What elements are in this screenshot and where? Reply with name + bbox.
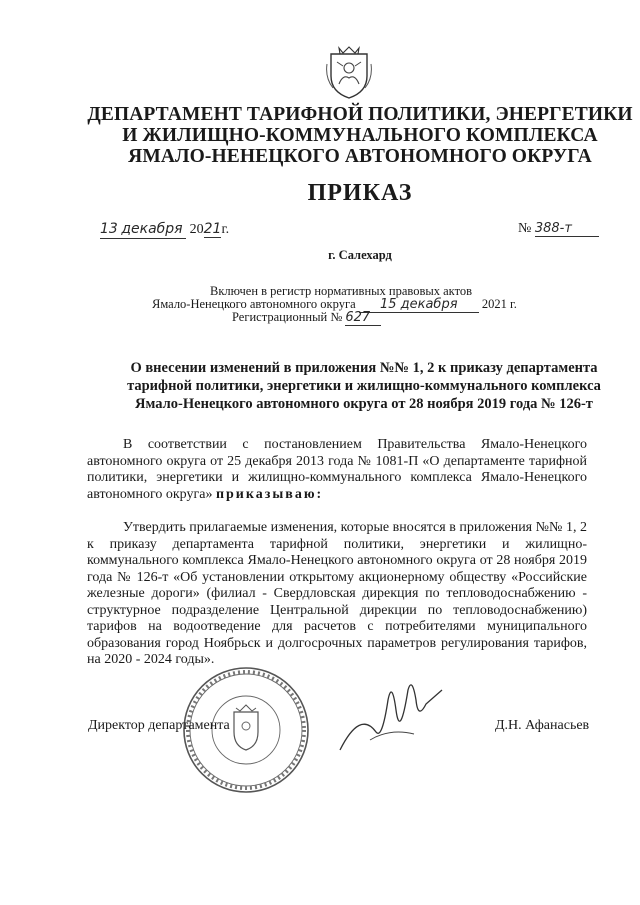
date-month: декабря [121, 221, 183, 237]
subject-line1: О внесении изменений в приложения №№ 1, 2 к приказу департамента [130, 360, 598, 376]
number-label: № [518, 221, 532, 236]
registry-year: 2021 г. [481, 297, 517, 311]
preamble-paragraph [87, 437, 587, 503]
order-paragraph: Утвердить прилагаемые изменения, которые вносятся в приложения №№ 1, 2 к приказу департамента тарифной политики, энергетики и жилищно-коммунального комплекса Ямало-Ненецкого автономного округа от 28 ноября 2019 года № 126-т «Об установлении открытому акционерному обществу «Российские железные дороги» (филиал - Свердловская дирекция по тепловодоснабжению - структурное подразделение Центральной дирекции по тепловодоснабжению) тарифов на водоотведение для расчетов с потребителями муниципального образования город Ноябрьск и долгосрочных параметров регулирования тарифов, на 2020 - 2024 годы». [87, 520, 587, 667]
preamble-text: В соответствии с постановлением Правительства Ямало-Ненецкого автономного округа от 25 декабря 2013 года № 1081-П «О департаменте тарифной политики, энергетики и жилищно-коммунального комплекса Ямало-Ненецкого автономного округа» [87, 437, 587, 502]
coat-of-arms-icon [325, 44, 373, 100]
registry-region: Ямало-Ненецкого автономного округа [152, 297, 356, 311]
registry-line3 [232, 310, 381, 326]
order-date [100, 221, 229, 239]
subject-line3: Ямало-Ненецкого автономного округа от 28 ноября 2019 года № 126-т [135, 396, 593, 412]
department-name-line1: ДЕПАРТАМЕНТ ТАРИФНОЙ ПОЛИТИКИ, ЭНЕРГЕТИКИ [87, 104, 633, 125]
department-name-line2: И ЖИЛИЩНО-КОММУНАЛЬНОГО КОМПЛЕКСА [122, 125, 598, 146]
date-year-unit: г. [221, 222, 230, 237]
signatory-position: Директор департамента [88, 718, 230, 733]
registry-date: 15 декабря [359, 297, 479, 313]
document-title: ПРИКАЗ [307, 180, 413, 206]
order-number [518, 221, 599, 237]
date-year-suffix: 21 [203, 221, 222, 237]
handwritten-signature-icon [330, 670, 450, 760]
department-name-line3: ЯМАЛО-НЕНЕЦКОГО АВТОНОМНОГО ОКРУГА [128, 146, 592, 167]
subject-line2: тарифной политики, энергетики и жилищно-коммунального комплекса [127, 378, 601, 394]
registry-line1: Включен в регистр нормативных правовых актов [210, 284, 473, 298]
city: г. Салехард [328, 248, 392, 262]
registry-number: 627 [345, 310, 381, 326]
registry-number-label: Регистрационный № [232, 310, 343, 324]
number-value: 388-т [535, 221, 599, 237]
date-day: 13 [100, 221, 118, 237]
order-word: приказываю: [215, 486, 324, 502]
date-year-prefix: 20 [189, 222, 204, 237]
signatory-name: Д.Н. Афанасьев [495, 718, 590, 733]
order-subject [96, 359, 632, 413]
